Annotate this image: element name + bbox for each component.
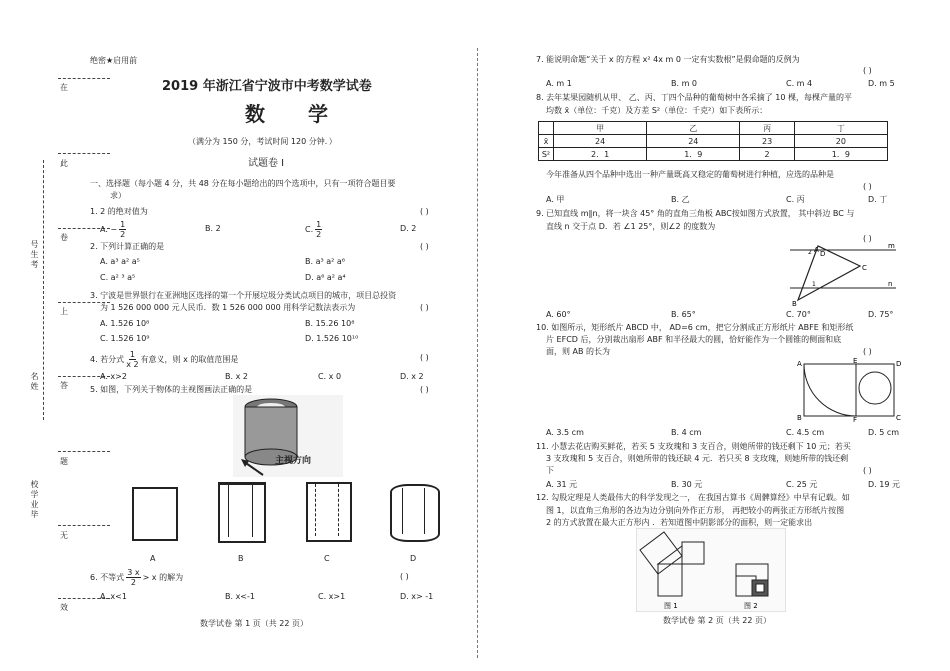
exam-title: 2019 年浙江省宁波市中考数学试卷 (162, 79, 372, 94)
label-d: D (820, 250, 826, 258)
option-d-edge (424, 488, 425, 534)
label-a: A (814, 246, 819, 254)
q7-option-d: D. m 5 (868, 79, 895, 88)
option-b-view (218, 482, 266, 543)
option-d-edge (402, 488, 403, 534)
seal-dash (58, 525, 110, 526)
question-12: 12. 勾股定理是人类最伟大的科学发现之一， 在我国古算书《周髀算经》中早有记载。如 (536, 493, 850, 502)
q9-option-a: A. 60° (546, 310, 571, 319)
q3-option-b: B. 15.26 10⁸ (305, 319, 355, 328)
exam-note: （满分为 150 分，考试时间 120 分钟．） (188, 137, 337, 146)
q6-option-c: C. x>1 (318, 592, 346, 601)
page-footer: 数学试卷 第 1 页（共 22 页） (200, 619, 308, 628)
q10-option-b: B. 4 cm (671, 428, 702, 437)
question-12-cont: 2 的方式放置在最大正方形内 ．若知道图中阴影部分的面积，则一定能求出 (546, 518, 813, 527)
figure-1-label: 图 1 (664, 602, 678, 610)
instruction: 一、选择题（每小题 4 分，共 48 分在每小题给出的四个选项中，只有一项符合题目要 (90, 179, 396, 188)
answer-blank: ( ) (863, 347, 872, 356)
label-b: B (797, 414, 802, 422)
exam-subject: 数 学 (245, 102, 346, 126)
seal-char: 在 (60, 83, 68, 92)
q6-option-b: B. x<-1 (225, 592, 255, 601)
q4-option-d: D. x 2 (400, 372, 424, 381)
candidate-number-field: 号生考 (30, 240, 39, 270)
q3-option-a: A. 1.526 10⁸ (100, 319, 150, 328)
sidebar-line (43, 160, 44, 420)
seal-char: 效 (60, 603, 68, 612)
label-e: E (853, 358, 858, 365)
label-d: D (896, 360, 902, 368)
answer-blank: ( ) (863, 182, 872, 191)
question-8-cont: 均数 x̄（单位：千克）及方差 S²（单位：千克²）如下表所示： (546, 106, 768, 115)
q9-option-c: C. 70° (786, 310, 811, 319)
question-5: 5. 如图，下列关于物体的主视图画法正确的是 (90, 385, 253, 394)
figure-2-label: 图 2 (744, 602, 758, 610)
q1-option-b: B. 2 (205, 224, 221, 233)
seal-dash (58, 451, 110, 452)
q10-option-a: A. 3.5 cm (546, 428, 584, 437)
answer-blank: ( ) (863, 66, 872, 75)
q6-option-d: D. x> -1 (400, 592, 434, 601)
label-m: m (888, 242, 895, 250)
q10-option-c: C. 4.5 cm (786, 428, 825, 437)
seal-dash (58, 78, 110, 79)
question-4: 4. 若分式 $\frac{1}{x 2}$ 有意义，则 x 的取值范围是 (90, 350, 239, 369)
option-d-label: D (410, 554, 417, 563)
answer-blank: ( ) (400, 572, 409, 581)
table-header: 丙 (740, 122, 794, 135)
table-row (539, 148, 888, 161)
triangle-figure (788, 240, 898, 310)
rectangle-figure (796, 358, 906, 422)
q7-option-a: A. m 1 (546, 79, 572, 88)
table-cell: 20 (794, 135, 887, 148)
table-cell: 2 (740, 148, 794, 161)
q3-option-d: D. 1.526 10¹⁰ (305, 334, 359, 343)
question-11: 11. 小慧去花店购买鲜花，若买 5 支玫瑰和 3 支百合，则她所带的钱还剩下 10 元；若买 (536, 442, 851, 451)
q8-option-c: C. 丙 (786, 195, 805, 204)
table-header: 丁 (794, 122, 887, 135)
angle-1-label: 1 (812, 281, 816, 288)
seal-char: 题 (60, 457, 68, 466)
q4-option-c: C. x 0 (318, 372, 342, 381)
arc-bf (804, 364, 856, 416)
table-row (539, 135, 888, 148)
angle-2-label: 2 (808, 249, 812, 256)
seal-char: 上 (60, 307, 68, 316)
view-direction-label: 主视方向 (275, 456, 312, 466)
pythagoras-figure (636, 528, 786, 612)
variety-table (538, 121, 888, 161)
label-a: A (797, 360, 802, 368)
q4-option-a: A. x>2 (100, 372, 127, 381)
seal-dash (58, 153, 110, 154)
seal-char: 此 (60, 159, 68, 168)
answer-blank: ( ) (863, 234, 872, 243)
q8-option-a: A. 甲 (546, 195, 565, 204)
answer-blank: ( ) (863, 466, 872, 475)
question-7: 7. 能说明命题“关于 x 的方程 x² 4x m 0 一定有实数根”是假命题的反例为 (536, 55, 800, 64)
seal-char: 卷 (60, 233, 68, 242)
school-field: 校学业毕 (30, 480, 39, 520)
name-field: 名姓 (30, 372, 39, 392)
exam-page-2 (478, 0, 950, 671)
q1-option-d: D. 2 (400, 224, 417, 233)
page-footer: 数学试卷 第 2 页（共 22 页） (663, 616, 771, 625)
question-9: 9. 已知直线 m∥n，将一块含 45° 角的直角三角板 ABC按如图方式放置， 其中斜边 BC 与 (536, 209, 855, 218)
q4-option-b: B. x 2 (225, 372, 248, 381)
option-c-hidden-edge (315, 484, 316, 536)
table-header-row (539, 122, 888, 135)
q9-option-b: B. 65° (671, 310, 696, 319)
question-1: 1. 2 的绝对值为 (90, 207, 148, 216)
answer-blank: ( ) (420, 242, 429, 251)
q10-option-d: D. 5 cm (868, 428, 900, 437)
question-10: 10. 如图所示，矩形纸片 ABCD 中， AD=6 cm，把它分割成正方形纸片 ABFE 和矩形纸 (536, 323, 854, 332)
question-10-cont: 面，则 AB 的长为 (546, 347, 611, 356)
table-cell: 1．9 (647, 148, 740, 161)
option-a-view (132, 487, 178, 541)
q3-option-c: C. 1.526 10⁹ (100, 334, 150, 343)
answer-blank: ( ) (420, 353, 429, 362)
question-11-cont: 3 支玫瑰和 5 支百合，则她所带的钱还缺 4 元．若只买 8 支玫瑰，则她所带的钱还剩 (546, 454, 849, 463)
answer-blank: ( ) (420, 303, 429, 312)
label-c: C (862, 264, 867, 272)
q1-option-c: C. $\frac{1}{2}$ (305, 220, 322, 239)
q7-option-b: B. m 0 (671, 79, 697, 88)
inscribed-circle (859, 372, 891, 404)
question-8-prompt: 今年准备从四个品种中选出一种产量既高又稳定的葡萄树进行种植，应选的品种是 (546, 170, 834, 179)
q2-option-a: A. a³ a² a⁵ (100, 257, 140, 266)
label-n: n (888, 280, 893, 288)
table-cell: S² (539, 148, 554, 161)
option-a-label: A (150, 554, 156, 563)
question-8: 8. 去年某果园随机从甲、 乙、丙、丁四个品种的葡萄树中各采摘了 10 棵，每棵产量的平 (536, 93, 852, 102)
label-b: B (792, 300, 797, 308)
option-c-hidden-edge (338, 484, 339, 536)
question-6: 6. 不等式 $\frac{3 x}{2}$ > x 的解为 (90, 568, 184, 587)
table-cell: 23 (740, 135, 794, 148)
question-9-cont: 直线 n 交于点 D．若 ∠1 25°，则∠2 的度数为 (546, 222, 716, 231)
label-f: F (853, 416, 858, 422)
question-11-cont: 下 (546, 466, 554, 475)
option-c-view (306, 482, 352, 542)
q1-option-a: A. − $\frac{1}{2}$ (100, 220, 126, 239)
option-b-label: B (238, 554, 244, 563)
q2-option-d: D. a⁶ a² a⁴ (305, 273, 346, 282)
confidential-label: 绝密★启用前 (90, 56, 138, 65)
answer-blank: ( ) (420, 207, 429, 216)
table-cell: 24 (647, 135, 740, 148)
option-b-edge (252, 484, 253, 537)
q11-option-c: C. 25 元 (786, 480, 818, 489)
answer-blank: ( ) (420, 385, 429, 394)
instruction-cont: 求） (110, 191, 126, 200)
cylinder-figure (233, 395, 343, 477)
question-2: 2. 下列计算正确的是 (90, 242, 165, 251)
table-header: 乙 (647, 122, 740, 135)
q11-option-b: B. 30 元 (671, 480, 703, 489)
q8-option-d: D. 丁 (868, 195, 888, 204)
question-12-cont: 图 1，以直角三角形的各边为边分别向外作正方形， 再把较小的两张正方形纸片按图 (546, 506, 845, 515)
seal-char: 无 (60, 531, 68, 540)
section-title: 试题卷 Ⅰ (248, 158, 285, 169)
q11-option-a: A. 31 元 (546, 480, 578, 489)
question-3: 3. 宁波是世界银行在亚洲地区选择的第一个开展垃圾分类试点项目的城市，项目总投资 (90, 291, 397, 300)
q7-option-c: C. m 4 (786, 79, 813, 88)
q2-option-c: C. a² ³ a⁵ (100, 273, 136, 282)
option-d-view (390, 484, 440, 542)
seal-char: 答 (60, 381, 68, 390)
table-header (539, 122, 554, 135)
label-c: C (896, 414, 901, 422)
table-cell: 2．1 (554, 148, 647, 161)
table-cell: 1．9 (794, 148, 887, 161)
option-b-edge (228, 484, 229, 537)
option-c-label: C (324, 554, 330, 563)
q9-option-d: D. 75° (868, 310, 894, 319)
table-cell: x̄ (539, 135, 554, 148)
rectangle-abcd (804, 364, 894, 416)
table-header: 甲 (554, 122, 647, 135)
q6-option-a: A. x<1 (100, 592, 127, 601)
q11-option-d: D. 19 元 (868, 480, 900, 489)
q2-option-b: B. a³ a² a⁶ (305, 257, 345, 266)
question-10-cont: 片 EFCD 后，分别裁出扇形 ABF 和半径最大的圆，恰好能作为一个圆锥的侧面和底 (546, 335, 842, 344)
table-cell: 24 (554, 135, 647, 148)
question-3-cont: 为 1 526 000 000 元人民币．数 1 526 000 000 用科学记数法表示为 (100, 303, 356, 312)
q8-option-b: B. 乙 (671, 195, 690, 204)
